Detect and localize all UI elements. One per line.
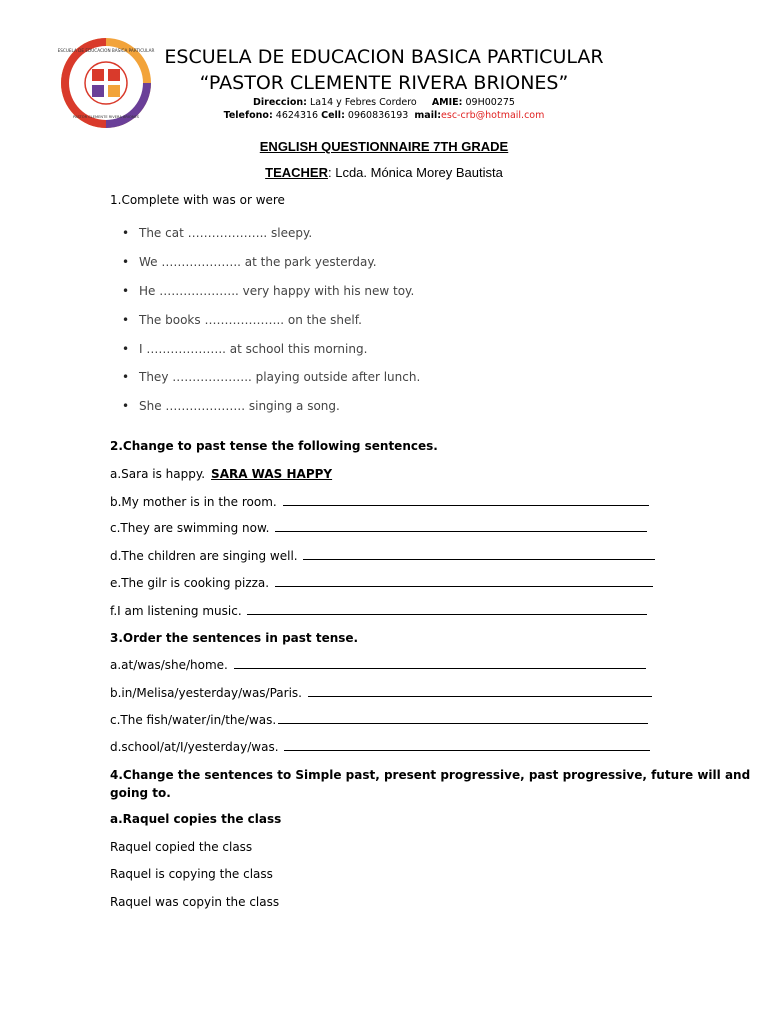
section3-heading: 3.Order the sentences in past tense. [110,631,359,645]
question-text: f.I am listening music. [110,604,242,618]
answer-line[interactable] [278,713,648,724]
question-row [110,686,652,700]
teacher-label: TEACHER [265,165,328,180]
section4-subheading: a.Raquel copies the class [110,812,282,826]
question-text: c.The fish/water/in/the/was. [110,713,277,727]
answer-line[interactable] [234,658,646,669]
example-answer: SARA WAS HAPPY [211,467,333,481]
question-text: c.They are swimming now. [110,521,270,535]
question-row [110,576,653,590]
amie-label: AMIE: [431,97,463,108]
cell-value: 0960836193 [347,110,409,121]
mail-label: mail: [414,110,442,121]
answer-line[interactable] [303,549,655,560]
section2-example [110,467,332,481]
list-item: • She ……………….. singing a song. [122,399,340,413]
answer-line[interactable] [275,521,647,532]
answer-text: Raquel copied the class [110,840,253,854]
answer-line[interactable] [284,740,650,751]
list-item: • The books ……………….. on the shelf. [122,313,362,327]
question-row [110,521,647,535]
question-row [110,713,648,727]
teacher-name: : Lcda. Mónica Morey Bautista [327,165,503,180]
list-item: • The cat ……………….. sleepy. [122,226,312,240]
telefono-label: Telefono: [223,110,273,121]
answer-line[interactable] [275,576,653,587]
question-row [110,549,655,563]
contact-line2 [0,109,768,123]
cell-label: Cell: [321,110,345,121]
answer-line[interactable] [283,495,649,506]
section2-heading: 2.Change to past tense the following sentences. [110,439,438,453]
answer-text: Raquel is copying the class [110,867,273,881]
school-name-line1: ESCUELA DE EDUCACION BASICA PARTICULAR [164,46,604,68]
logo-ring-text-bottom: PASTOR CLEMENTE RIVERA BRIONES [72,115,140,119]
questionnaire-title: ENGLISH QUESTIONNAIRE 7TH GRADE [259,139,509,154]
list-item: • He ……………….. very happy with his new toy. [122,284,414,298]
question-text: d.school/at/I/yesterday/was. [110,740,279,754]
telefono-value: 4624316 [275,110,319,121]
school-name-line2: “PASTOR CLEMENTE RIVERA BRIONES” [199,72,569,94]
answer-line[interactable] [308,686,652,697]
question-text: d.The children are singing well. [110,549,298,563]
question-text: b.in/Melisa/yesterday/was/Paris. [110,686,302,700]
section1-heading: 1.Complete with was or were [110,193,285,207]
mail-link[interactable]: esc-crb@hotmail.com [441,110,545,121]
list-item: • I ……………….. at school this morning. [122,342,367,356]
section4-heading-line2: going to. [110,786,171,800]
example-sentence: a.Sara is happy. [110,467,206,481]
teacher-line [0,165,768,180]
answer-line[interactable] [247,604,647,615]
question-row [110,740,650,754]
contact-line1 [0,96,768,110]
direccion-value: La14 y Febres Cordero [309,97,417,108]
section4-heading-line1: 4.Change the sentences to Simple past, present progressive, past progressive, future will and [110,768,751,782]
amie-value: 09H00275 [465,97,515,108]
question-text: b.My mother is in the room. [110,495,277,509]
question-row [110,604,647,618]
direccion-label: Direccion: [253,97,307,108]
answer-text: Raquel was copyin the class [110,895,280,909]
logo-ring-text: ESCUELA DE EDUCACION BASICA PARTICULAR [57,48,155,53]
question-text: a.at/was/she/home. [110,658,228,672]
list-item: • We ……………….. at the park yesterday. [122,255,377,269]
list-item: • They ……………….. playing outside after lunch. [122,370,420,384]
question-text: e.The gilr is cooking pizza. [110,576,270,590]
question-row [110,495,649,509]
question-row [110,658,646,672]
